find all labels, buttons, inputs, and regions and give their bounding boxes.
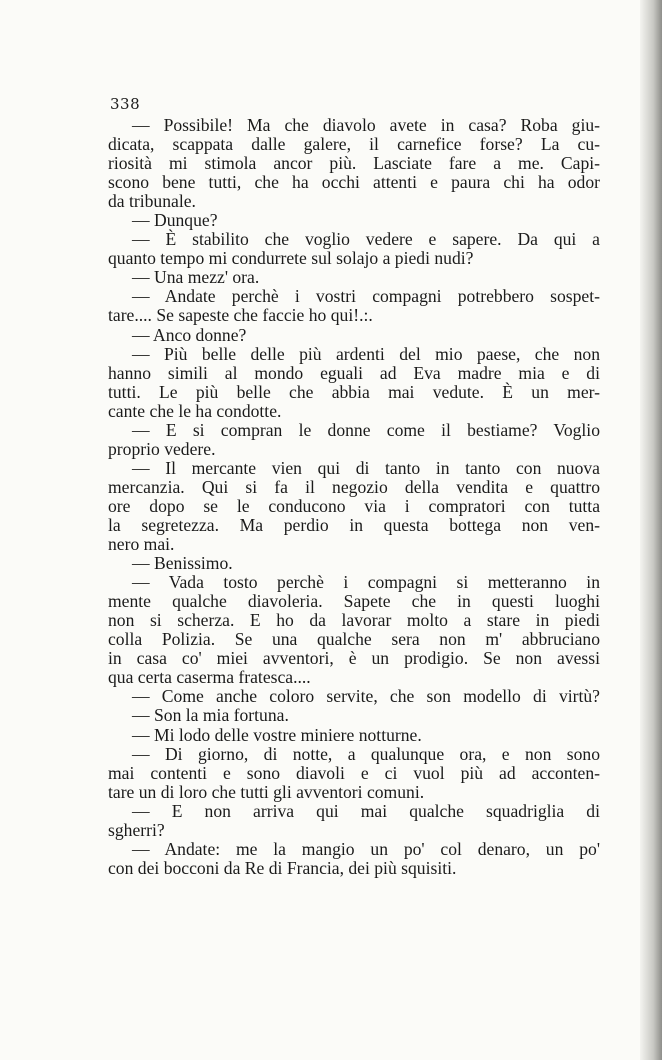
text-line: da tribunale. xyxy=(108,191,196,212)
text-line: riosità mi stimola ancor più. Lasciate fare a me. Capi- xyxy=(108,153,600,174)
text-line: sgherri? xyxy=(108,819,165,840)
text-line: tare.... Se sapeste che faccie ho qui!.:. xyxy=(108,305,373,326)
text-line: tutti. Le più belle che abbia mai vedute. È un mer- xyxy=(108,381,600,402)
text-line: — Andate: me la mangio un po' col denaro, un po' xyxy=(132,838,600,859)
text-line: mente qualche diavoleria. Sapete che in questi luoghi xyxy=(108,591,600,612)
text-line: — Andate perchè i vostri compagni potrebbero sospet- xyxy=(132,286,600,307)
text-line: — Son la mia fortuna. xyxy=(132,705,289,726)
text-line: cante che le ha condotte. xyxy=(108,400,282,421)
text-line: — E si compran le donne come il bestiame? Voglio xyxy=(132,419,600,440)
text-line: nero mai. xyxy=(108,534,175,555)
text-line: dicata, scappata dalle galere, il carnefice forse? La cu- xyxy=(108,134,600,155)
text-line: con dei bocconi da Re di Francia, dei più squisiti. xyxy=(108,857,457,878)
text-line: tare un di loro che tutti gli avventori comuni. xyxy=(108,781,425,802)
text-line: quanto tempo mi condurrete sul solajo a piedi nudi? xyxy=(108,248,474,269)
text-line: — Benissimo. xyxy=(132,553,233,574)
text-line: — Una mezz' ora. xyxy=(132,267,260,288)
text-line: la segretezza. Ma perdio in questa bottega non ven- xyxy=(108,514,600,535)
text-line: non si scherza. E ho da lavorar molto a stare in piedi xyxy=(108,610,600,631)
text-line: qua certa caserma fratesca.... xyxy=(108,667,311,688)
text-line: in casa co' miei avventori, è un prodigio. Se non avessi xyxy=(108,648,600,669)
text-line: mercanzia. Qui si fa il negozio della vendita e quattro xyxy=(108,476,600,497)
text-line: — Di giorno, di notte, a qualunque ora, e non sono xyxy=(132,743,600,764)
text-line: — Possibile! Ma che diavolo avete in casa? Roba giu- xyxy=(132,115,600,135)
text-line: ore dopo se le conducono via i compratori con tutta xyxy=(108,495,600,516)
text-line: scono bene tutti, che ha occhi attenti e paura chi ha odor xyxy=(108,172,600,193)
body-text xyxy=(108,116,600,878)
text-line: mai contenti e sono diavoli e ci vuol più ad acconten- xyxy=(108,762,600,783)
text-line: — Vada tosto perchè i compagni si metteranno in xyxy=(132,572,600,593)
page-number: 338 xyxy=(110,95,141,113)
text-line: — Anco donne? xyxy=(132,324,247,345)
text-line: colla Polizia. Se una qualche sera non m' abbruciano xyxy=(108,629,600,650)
text-line: — Dunque? xyxy=(132,210,218,231)
text-line: — E non arriva qui mai qualche squadriglia di xyxy=(132,800,600,821)
page-gutter-shadow xyxy=(640,0,662,1060)
text-line: — Più belle delle più ardenti del mio paese, che non xyxy=(132,343,600,364)
text-line: hanno simili al mondo eguali ad Eva madre mia e di xyxy=(108,362,600,383)
text-line: proprio vedere. xyxy=(108,438,216,459)
text-line: — Mi lodo delle vostre miniere notturne. xyxy=(132,724,422,745)
text-line: — Come anche coloro servite, che son modello di virtù? xyxy=(132,686,600,707)
text-line: — Il mercante vien qui di tanto in tanto con nuova xyxy=(132,457,600,478)
text-line: — È stabilito che voglio vedere e sapere. Da qui a xyxy=(132,229,600,250)
